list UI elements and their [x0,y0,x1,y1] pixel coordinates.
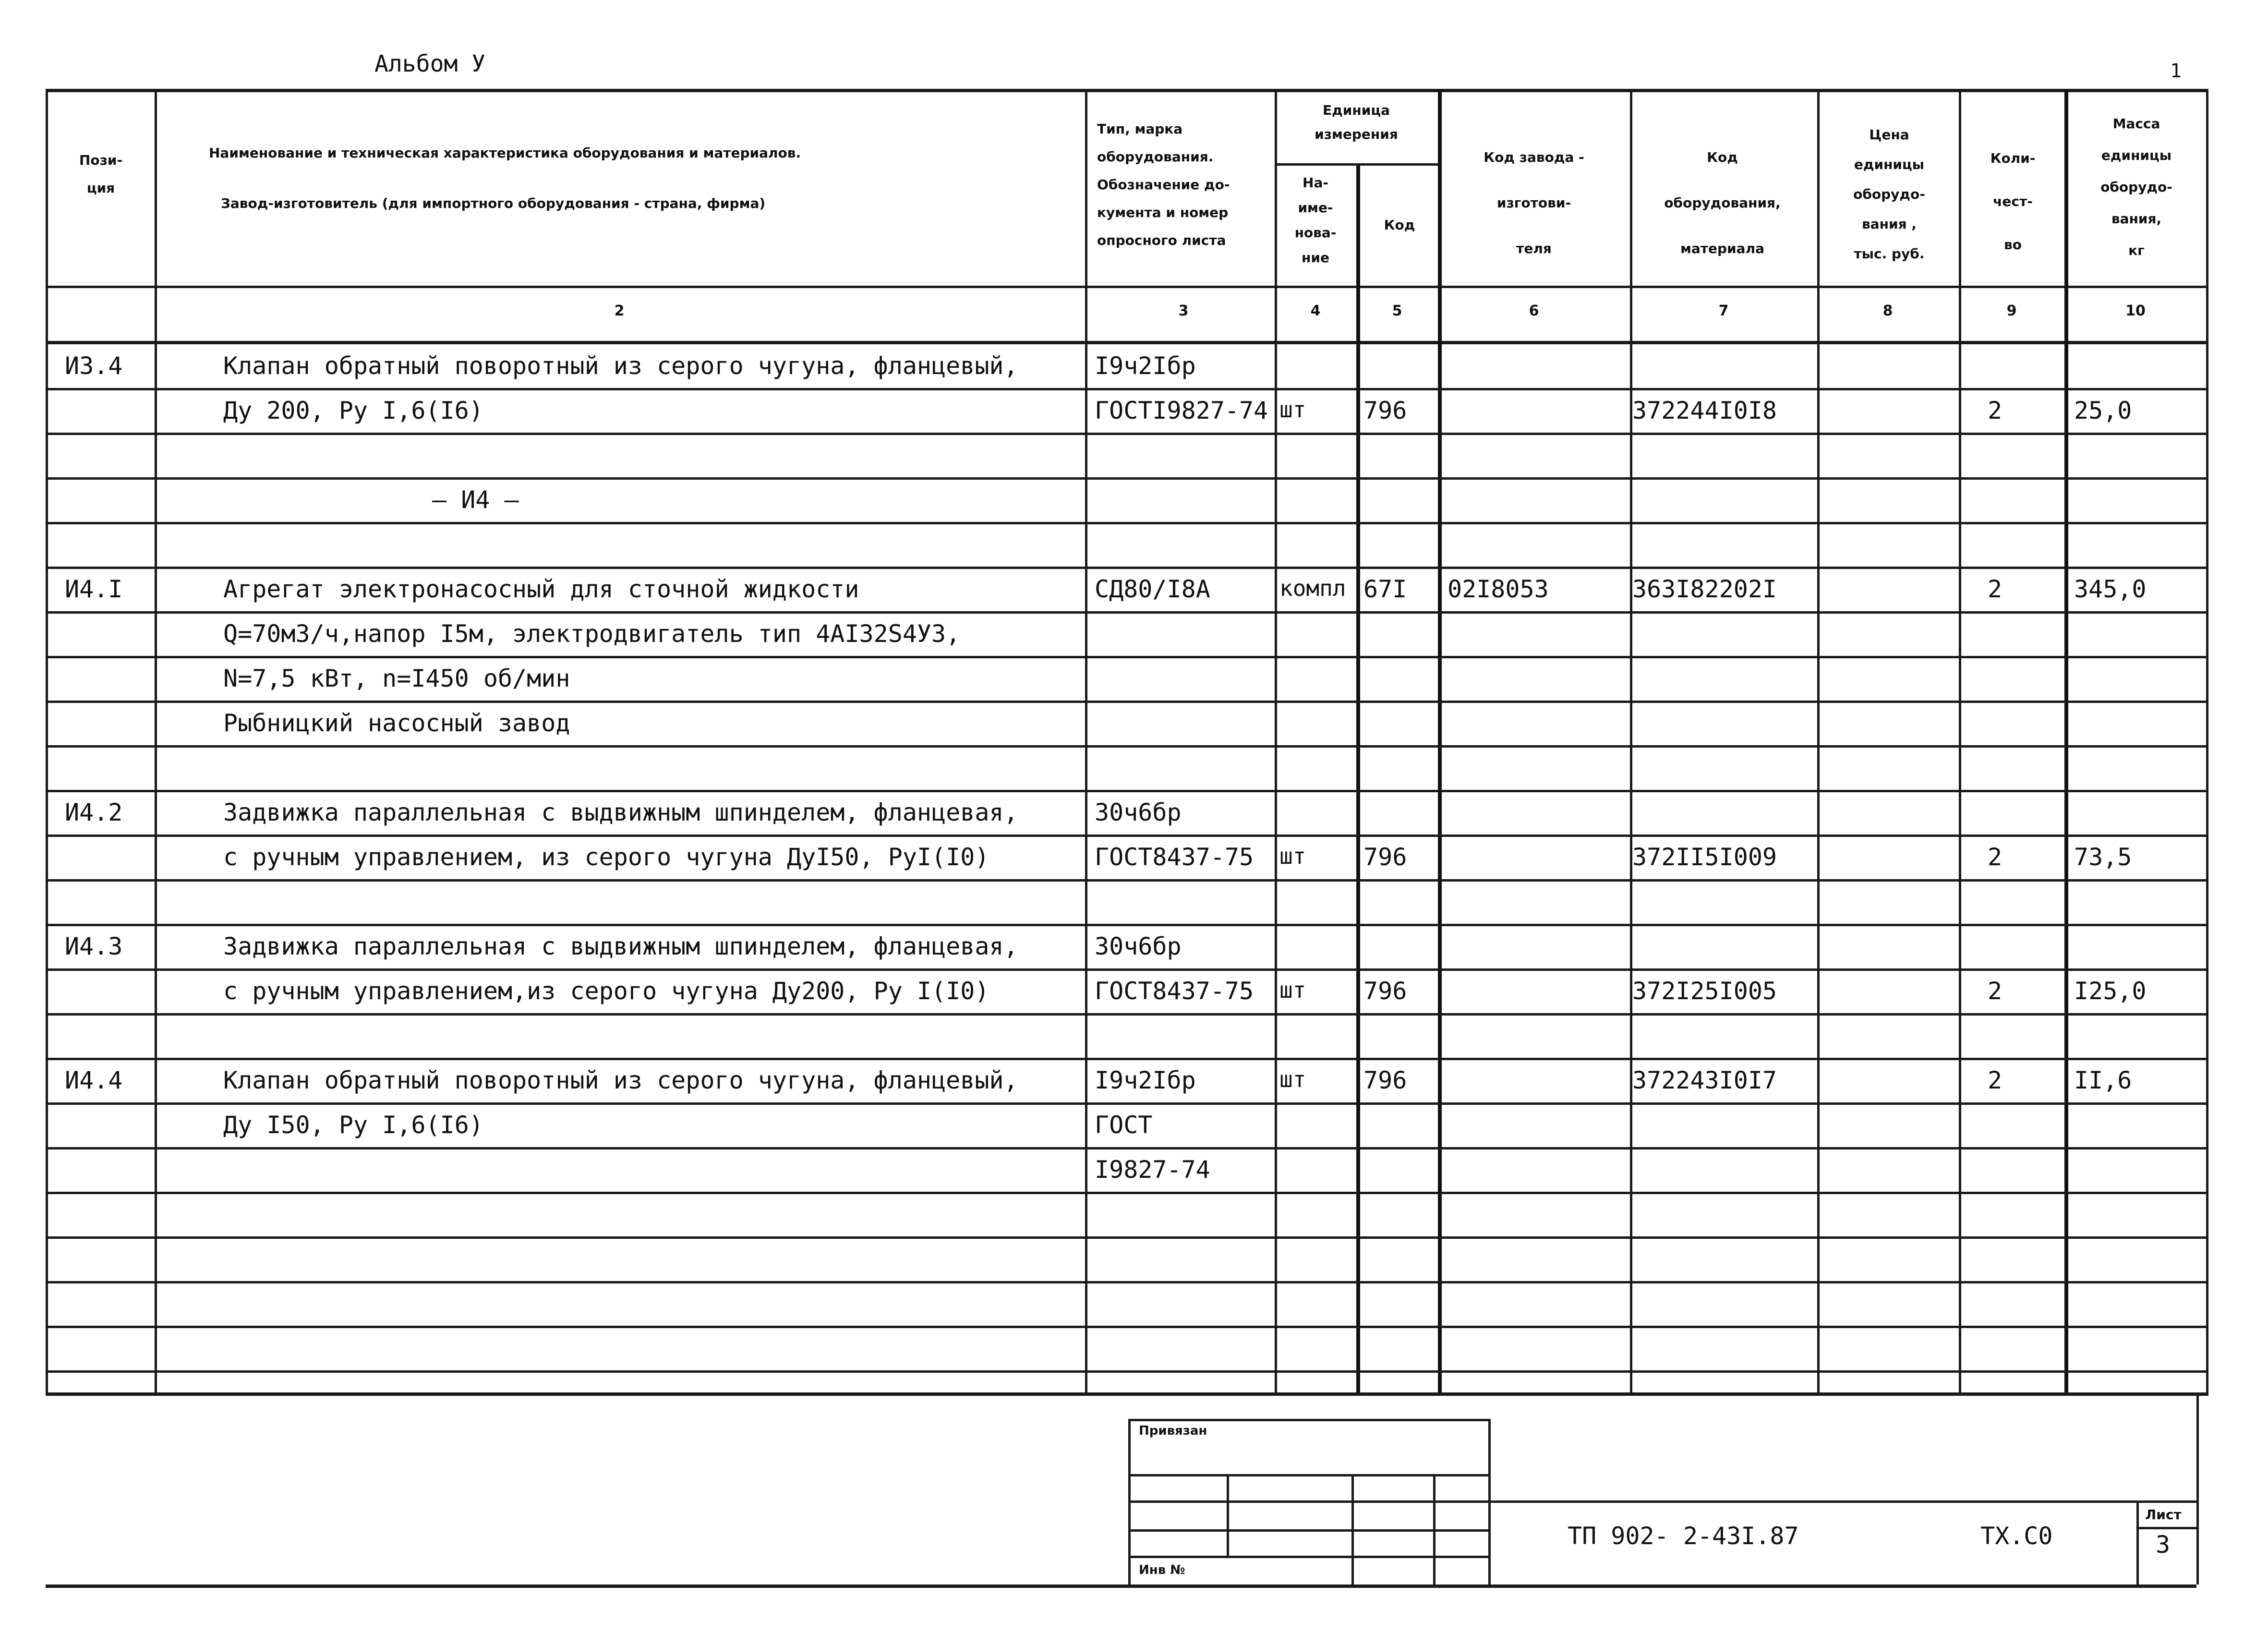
row-unit-code: 796 [1363,1066,1407,1094]
stamp-col-2 [1351,1474,1354,1585]
row-type: ГОСТ8437-75 [1095,977,1254,1005]
header-equip-code: Код оборудования, материала [1664,149,1781,256]
col-line-name [1085,89,1087,1392]
sheet-box-mid [2136,1527,2196,1529]
row-divider [46,924,2208,926]
row-divider [46,477,2208,480]
stamp-inv-no: Инв № [1139,1563,1185,1577]
row-equip-code: 372244I0I8 [1632,397,1777,424]
column-number-7: 7 [1718,302,1729,319]
row-unit-code: 796 [1363,397,1407,424]
col-line-equip [1817,89,1820,1392]
row-divider [46,1147,2208,1149]
stamp-outer-top [1128,1419,1488,1421]
row-divider [46,1058,2208,1060]
row-name: Q=70м3/ч,напор I5м, электродвигатель тип 4АI32S4У3, [223,620,961,648]
row-name: Задвижка параллельная с выдвижным шпинделем, фланцевая, [223,798,1018,826]
row-divider [46,790,2208,792]
frame-left-line [46,89,48,1392]
row-unit-code: 796 [1363,843,1407,871]
doc-code: ТП 902- 2-43I.87 [1568,1522,1799,1550]
row-mass: 73,5 [2074,843,2132,871]
row-unit: шт [1279,843,1306,869]
row-type: ГОСТI9827-74 [1095,397,1268,424]
row-type: I9827-74 [1095,1156,1210,1184]
empty-row-divider [46,1326,2208,1328]
row-type: ГОСТ8437-75 [1095,843,1254,871]
row-position: И4.I [65,575,123,603]
row-divider [46,745,2208,748]
row-qty: 2 [1988,977,2003,1005]
header-position: Пози- ция [79,152,123,196]
column-number-8: 8 [1882,302,1893,319]
table-bottom-line [46,1392,2208,1396]
row-name: Рыбницкий насосный завод [223,709,570,737]
frame-top-line [46,89,2208,92]
row-divider [46,968,2208,971]
row-name: Агрегат электронасосный для сточной жидкости [223,575,859,603]
column-number-3: 3 [1178,302,1189,319]
row-type: I9ч2Iбр [1095,1066,1196,1094]
header-name-line2: Завод-изготовитель (для импортного оборудования - страна, фирма) [221,195,766,211]
row-divider [46,1013,2208,1016]
sheet-number: 3 [2156,1531,2171,1559]
corner-mark: 1 [2170,60,2182,82]
row-unit: шт [1279,397,1306,423]
row-divider [46,1192,2208,1194]
row-qty: 2 [1988,397,2003,424]
header-mass: Масса единицы оборудо- вания, кг [2100,116,2172,258]
stamp-privyazan: Привязан [1139,1424,1207,1438]
row-name: Задвижка параллельная с выдвижным шпинделем, фланцевая, [223,932,1018,960]
col-line-qty [2064,89,2068,1392]
unit-subheader-line [1275,163,1438,166]
header-bottom-line [46,286,2208,288]
page-bottom-line [46,1585,2196,1588]
column-number-5: 5 [1392,302,1402,319]
header-qty: Коли- чест- во [1990,150,2036,253]
col-line-code [1438,89,1442,1392]
stamp-col-1 [1227,1474,1229,1556]
header-unit-name: На- име- нова- ние [1294,175,1337,266]
col-line-type [1275,89,1277,1392]
titleblock-right [2196,1392,2199,1585]
row-mass: I25,0 [2074,977,2147,1005]
header-unit: Единица измерения [1315,102,1398,142]
row-unit-code: 796 [1363,977,1407,1005]
row-type: 30ч6бр [1095,798,1182,826]
row-name: с ручным управлением,из серого чугуна Ду200, Ру I(I0) [223,977,989,1005]
column-number-6: 6 [1529,302,1539,319]
col-line-plant [1630,89,1632,1392]
header-type: Тип, марка оборудования. Обозначение до- кумента и номер опросного листа [1097,121,1230,248]
row-name: N=7,5 кВт, n=I450 об/мин [223,665,570,692]
row-unit: компл [1279,575,1346,601]
row-divider [46,835,2208,837]
col-line-pos [155,89,157,1392]
header-plant-code: Код завода - изготови- теля [1484,149,1584,256]
empty-row-divider [46,1236,2208,1239]
section-code: ТХ.С0 [1980,1522,2053,1550]
row-position: И3.4 [65,352,123,380]
row-position: И4.3 [65,932,123,960]
album-label: Альбом У [374,50,486,77]
row-equip-code: 372I25I005 [1632,977,1777,1005]
column-number-2: 2 [614,302,625,319]
row-type: СД80/I8А [1095,575,1210,603]
row-unit: шт [1279,977,1306,1003]
row-divider [46,433,2208,435]
row-unit: шт [1279,1066,1306,1092]
header-price: Цена единицы оборудо- вания , тыс. руб. [1853,127,1925,262]
row-type: I9ч2Iбр [1095,352,1196,380]
row-equip-code: 363I82202I [1632,575,1777,603]
titleblock-top [1488,1500,2196,1503]
column-number-10: 10 [2125,302,2146,319]
column-number-4: 4 [1310,302,1321,319]
row-type: 30ч6бр [1095,932,1182,960]
row-qty: 2 [1988,1066,2003,1094]
row-position: И4.2 [65,798,123,826]
empty-row-divider [46,1370,2208,1373]
row-qty: 2 [1988,575,2003,603]
col-line-price [1959,89,1961,1392]
sheet-label: Лист [2145,1507,2182,1523]
column-number-9: 9 [2006,302,2017,319]
row-name: — И4 — [432,486,519,514]
header-name-line1: Наименование и техническая характеристика оборудования и материалов. [209,145,801,161]
row-divider [46,388,2208,390]
row-divider [46,701,2208,703]
row-unit-code: 67I [1363,575,1407,603]
row-divider [46,567,2208,569]
row-divider [46,522,2208,524]
sheet-box-left [2136,1500,2139,1585]
row-position: И4.4 [65,1066,123,1094]
col-line-unit [1356,163,1360,1392]
row-mass: 345,0 [2074,575,2147,603]
row-mass: II,6 [2074,1066,2132,1094]
empty-row-divider [46,1281,2208,1283]
row-plant-code: 02I8053 [1448,575,1549,603]
row-equip-code: 372243I0I7 [1632,1066,1777,1094]
row-divider [46,611,2208,614]
header-unit-code: Код [1384,217,1415,233]
row-divider [46,656,2208,658]
row-qty: 2 [1988,843,2003,871]
row-name: с ручным управлением, из серого чугуна ДуI50, РуI(I0) [223,843,989,871]
row-divider [46,879,2208,882]
row-mass: 25,0 [2074,397,2132,424]
row-name: Ду 200, Ру I,6(I6) [223,397,483,424]
row-name: Клапан обратный поворотный из серого чугуна, фланцевый, [223,352,1018,380]
stamp-col-3 [1433,1474,1436,1585]
row-name: Ду I50, Ру I,6(I6) [223,1111,483,1139]
row-type: ГОСТ [1095,1111,1153,1139]
row-equip-code: 372II5I009 [1632,843,1777,871]
colnum-bottom-line [46,341,2208,344]
row-name: Клапан обратный поворотный из серого чугуна, фланцевый, [223,1066,1018,1094]
row-divider [46,1102,2208,1105]
frame-right-line [2206,89,2208,1392]
